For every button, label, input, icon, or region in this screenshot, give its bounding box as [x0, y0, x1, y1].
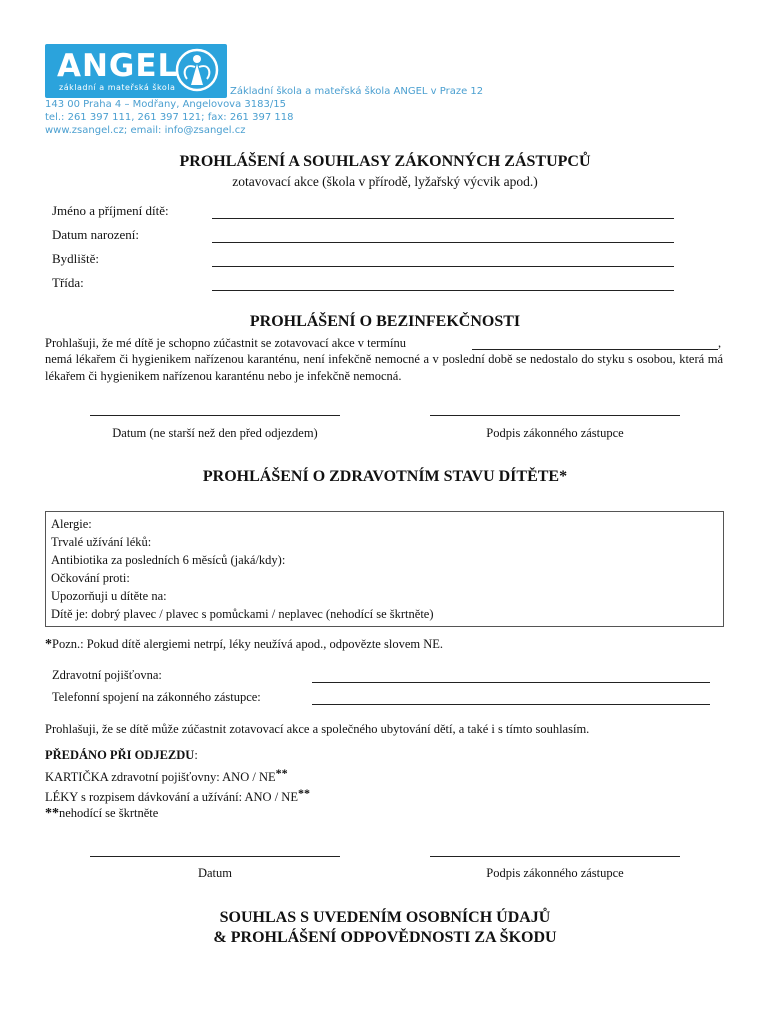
- signature-label: Podpis zákonného zástupce: [486, 866, 624, 880]
- antibiotics-line: Antibiotika za posledních 6 měsíců (jaká/kdy):: [51, 553, 286, 567]
- date-line[interactable]: [90, 856, 340, 857]
- infection-date-line[interactable]: [90, 415, 340, 416]
- consent-title-line1: SOUHLAS S UVEDENÍM OSOBNÍCH ÚDAJŮ: [219, 909, 551, 926]
- swimmer-line: Dítě je: dobrý plavec / plavec s pomůckami / neplavec (nehodící se škrtněte): [51, 607, 434, 621]
- child-name-label: Jméno a příjmení dítě:: [52, 203, 169, 218]
- medication-line: Trvalé užívání léků:: [51, 535, 152, 549]
- term-field[interactable]: [472, 349, 718, 350]
- class-label: Třída:: [52, 275, 84, 290]
- infection-text-line1: Prohlašuji, že mé dítě je schopno zúčastnit se zotavovací akce v termínu: [45, 336, 406, 350]
- handover-title: PŘEDÁNO PŘI ODJEZDU:: [45, 748, 198, 762]
- school-web: www.zsangel.cz; email: info@zsangel.cz: [45, 125, 246, 136]
- insurance-field[interactable]: [312, 682, 710, 683]
- logo-subtitle: základní a mateřská škola: [59, 83, 176, 92]
- signature-line[interactable]: [430, 856, 680, 857]
- health-note: *Pozn.: Pokud dítě alergiemi netrpí, léky neužívá apod., odpovězte slovem NE.: [45, 637, 443, 652]
- school-name: Základní škola a mateřská škola ANGEL v Praze 12: [230, 86, 484, 97]
- meds-line: LÉKY s rozpisem dávkování a užívání: ANO / NE**: [45, 786, 310, 804]
- vaccination-line: Očkování proti:: [51, 571, 130, 585]
- insurance-label: Zdravotní pojišťovna:: [52, 668, 162, 682]
- birth-date-label: Datum narození:: [52, 227, 139, 242]
- birth-date-field[interactable]: [212, 242, 674, 243]
- consent-text: Prohlašuji, že se dítě může zúčastnit zotavovací akce a společného ubytování dětí, a také i s tímto souhlasím.: [45, 722, 590, 736]
- angel-icon: [173, 47, 221, 93]
- main-title: PROHLÁŠENÍ A SOUHLASY ZÁKONNÝCH ZÁSTUPCŮ: [179, 153, 591, 170]
- main-subtitle: zotavovací akce (škola v přírodě, lyžařský výcvik apod.): [232, 174, 538, 189]
- logo-text: ANGEL: [57, 48, 179, 84]
- allergy-line: Alergie:: [51, 517, 92, 531]
- school-logo: [45, 44, 227, 98]
- footnote: **nehodící se škrtněte: [45, 806, 159, 821]
- infection-text: nemá lékařem či hygienikem nařízenou karanténu, není infekčně nemocné a v poslední době se nedostalo do styku s osobou, která má lékařem či hygienikem nařízenou karanténu nebo je infekčně nemocná.: [45, 352, 723, 383]
- warning-line: Upozorňuji u dítěte na:: [51, 589, 167, 603]
- health-title: PROHLÁŠENÍ O ZDRAVOTNÍM STAVU DÍTĚTE*: [202, 468, 568, 485]
- infection-title: PROHLÁŠENÍ O BEZINFEKČNOSTI: [249, 313, 521, 330]
- phone-label: Telefonní spojení na zákonného zástupce:: [52, 690, 261, 704]
- consent-title-line2: & PROHLÁŠENÍ ODPOVĚDNOSTI ZA ŠKODU: [213, 929, 557, 946]
- health-info-box[interactable]: [45, 511, 724, 627]
- infection-signature-label: Podpis zákonného zástupce: [486, 426, 624, 440]
- residence-label: Bydliště:: [52, 251, 99, 266]
- class-field[interactable]: [212, 290, 674, 291]
- card-line: KARTIČKA zdravotní pojišťovny: ANO / NE**: [45, 766, 288, 784]
- date-label: Datum: [197, 866, 233, 880]
- phone-field[interactable]: [312, 704, 710, 705]
- school-phone: tel.: 261 397 111, 261 397 121; fax: 261 397 118: [45, 112, 294, 123]
- residence-field[interactable]: [212, 266, 674, 267]
- infection-date-label: Datum (ne starší než den před odjezdem): [112, 426, 318, 440]
- child-name-field[interactable]: [212, 218, 674, 219]
- school-address: 143 00 Praha 4 – Modřany, Angelovova 3183/15: [45, 99, 286, 110]
- infection-signature-line[interactable]: [430, 415, 680, 416]
